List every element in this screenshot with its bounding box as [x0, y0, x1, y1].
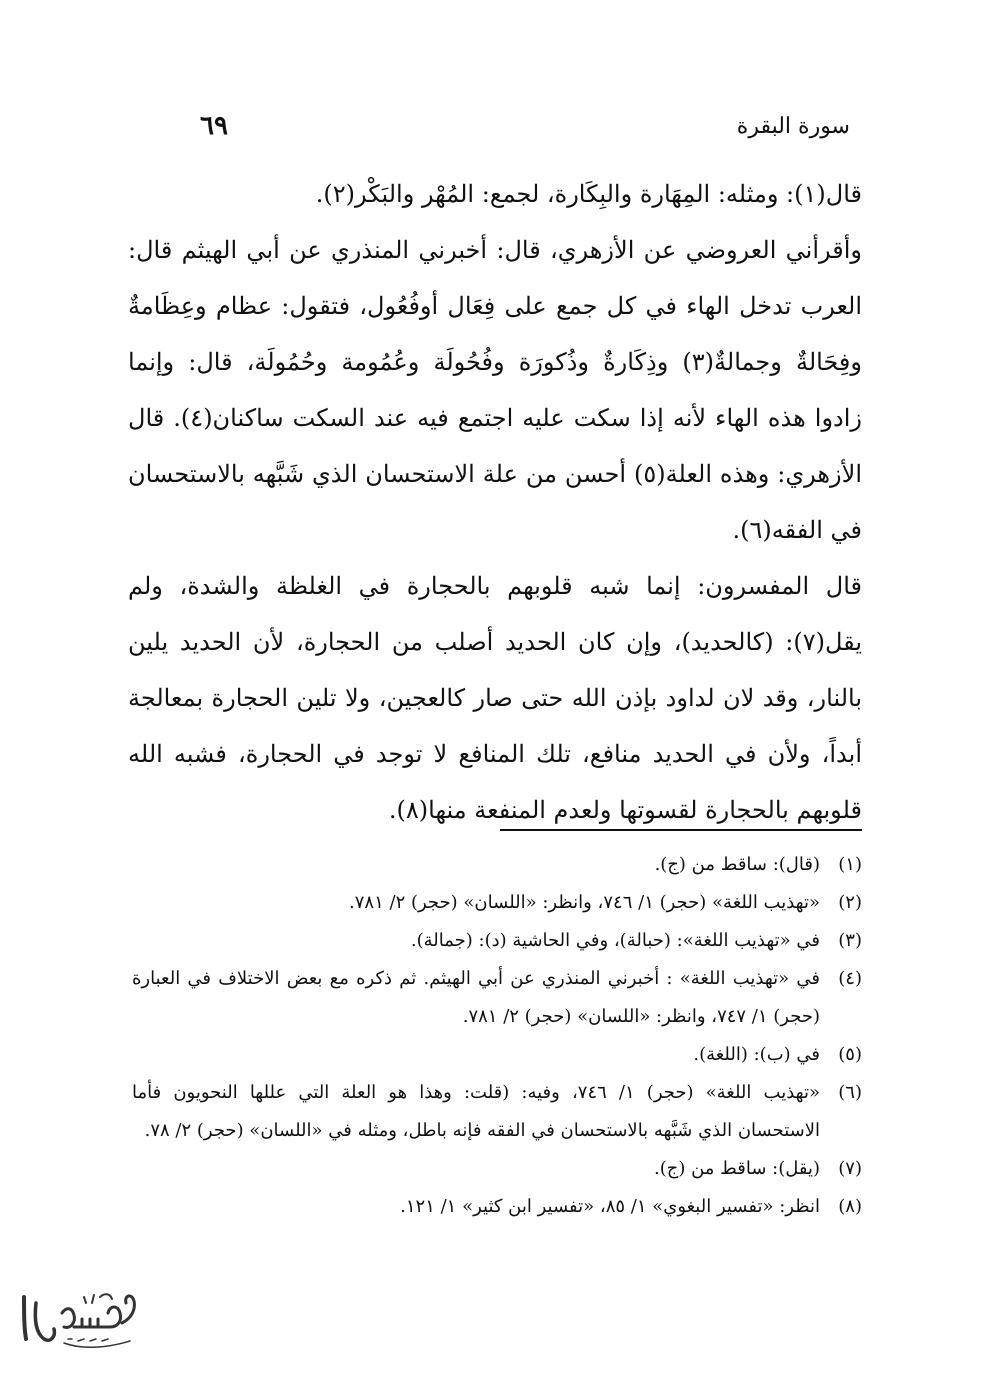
footnote: [132, 1150, 862, 1188]
footnote-text: في (ب): (اللغة).: [693, 1044, 820, 1065]
footnote-number: (٤): [838, 968, 862, 989]
footnote: [132, 922, 862, 960]
footnote-text: «تهذيب اللغة» (حجر) ١/ ٧٤٦، وانظر: «اللسان» (حجر) ٢/ ٧٨١.: [349, 892, 820, 913]
footnote-number: (٦): [838, 1082, 862, 1103]
paragraph: وأقرأني العروضي عن الأزهري، قال: أخبرني المنذري عن أبي الهيثم قال: العرب تدخل الهاء في كل جمع على فِعَال أوفُعُول، فتقول: عظام وعِظَامةٌ وفِحَالةٌ وجمالةٌ(٣) وذِكَارةٌ وذُكورَة وفُحُولَة وعُمُومة وحُمُولَة، قال: وإنما زادوا هذه الهاء لأنه إذا سكت عليه اجتمع فيه عند السكت ساكنان(٤). قال الأزهري: وهذه العلة(٥) أحسن من علة الاستحسان الذي شَبَّهه بالاستحسان في الفقه(٦).: [128, 236, 863, 544]
paragraph: قال(١): ومثله: المِهَارة والبِكَارة، لجمع: المُهْر والبَكْر(٢).: [315, 180, 862, 208]
footnote: [132, 1074, 862, 1150]
footnote-text: في «تهذيب اللغة» : أخبرني المنذري عن أبي الهيثم. ثم ذكره مع بعض الاختلاف في العبارة (حجر) ١/ ٧٤٧، وانظر: «اللسان» (حجر) ٢/ ٧٨١.: [132, 968, 820, 1027]
footnote-number: (٧): [838, 1158, 862, 1179]
footnote-text: (قال): ساقط من (ج).: [654, 854, 820, 875]
footnote: [132, 960, 862, 1036]
footnote-number: (٢): [838, 892, 862, 913]
footnote-text: انظر: «تفسير البغوي» ١/ ٨٥، «تفسير ابن كثير» ١/ ١٢١.: [400, 1196, 820, 1217]
footnote-number: (٥): [838, 1044, 862, 1065]
footnote-number: (٨): [838, 1196, 862, 1217]
footnote: [132, 884, 862, 922]
footnote-separator: [500, 829, 862, 831]
footnotes: [132, 846, 862, 1226]
footnote-number: (١): [838, 854, 862, 875]
page-header: [200, 106, 850, 146]
publisher-logo: [14, 1283, 144, 1357]
footnote-text: (يقل): ساقط من (ج).: [653, 1158, 820, 1179]
calligraphy-logo-icon: [14, 1283, 144, 1357]
surah-name: سورة البقرة: [736, 113, 850, 139]
footnote: [132, 1036, 862, 1074]
footnote-number: (٣): [838, 930, 862, 951]
paragraph: قال المفسرون: إنما شبه قلوبهم بالحجارة في الغلظة والشدة، ولم يقل(٧): (كالحديد)، وإن كان الحديد أصلب من الحجارة، لأن الحديد يلين بالنار، وقد لان لداود بإذن الله حتى صار كالعجين، ولا تلين الحجارة بمعالجة أبداً، ولأن في الحديد منافع، تلك المنافع لا توجد في الحجارة، فشبه الله قلوبهم بالحجارة لقسوتها ولعدم المنفعة منها(٨).: [128, 572, 862, 824]
main-text: [128, 166, 862, 838]
footnote: [132, 846, 862, 884]
footnote-text: في «تهذيب اللغة»: (حبالة)، وفي الحاشية (د): (جمالة).: [410, 930, 820, 951]
footnote-text: «تهذيب اللغة» (حجر) ١/ ٧٤٦، وفيه: (قلت: وهذا هو العلة التي عللها النحويون فأما الاستحسان الذي شَبَّهه بالاستحسان في الفقه فإنه باطل، ومثله في «اللسان» (حجر) ٢/ ٧٨.: [132, 1082, 820, 1141]
footnote: [132, 1188, 862, 1226]
page-number: ٦٩: [200, 111, 228, 141]
